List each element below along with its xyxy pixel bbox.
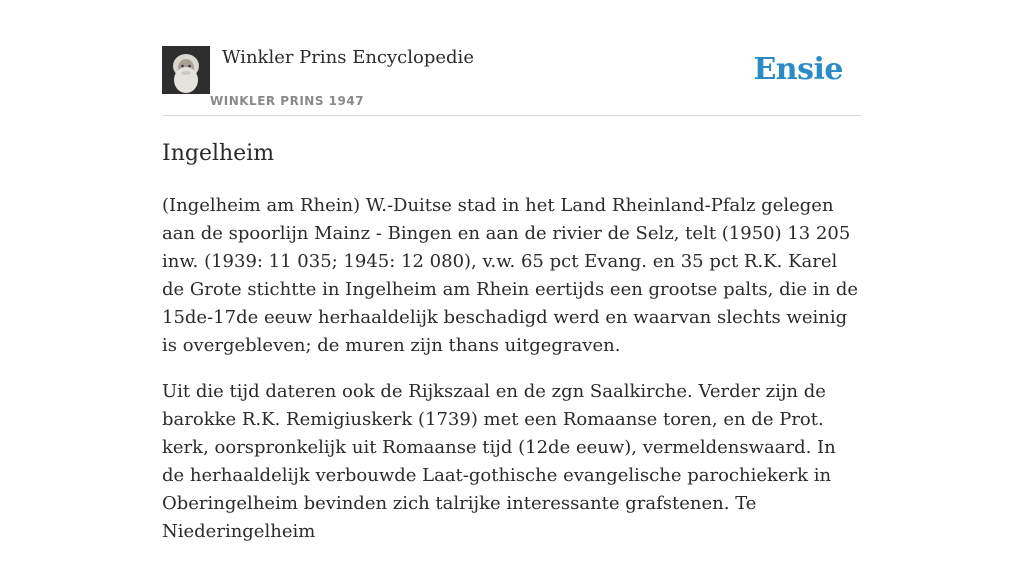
site-header [162,46,862,116]
portrait-avatar-icon[interactable] [162,46,210,94]
article-title: Ingelheim [162,141,275,166]
brand-logo-link[interactable]: Ensie [753,52,843,87]
article-body [162,192,862,564]
article-paragraph: Uit die tijd dateren ook de Rijkszaal en de zgn Saalkirche. Verder zijn de barokke R.K. Remigiuskerk (1739) met een Romaanse toren, en de Prot. kerk, oorspronkelijk uit Romaanse tijd (12de eeuw), vermeldenswaard. In de herhaaldelijk verbouwde Laat-gothische evangelische parochiekerk in Oberingelheim bevinden zich talrijke interessante grafstenen. Te Niederingelheim [162,381,836,542]
publication-title[interactable]: Winkler Prins Encyclopedie [222,47,474,68]
article-paragraph: (Ingelheim am Rhein) W.-Duitse stad in het Land Rheinland-Pfalz gelegen aan de spoorlijn Mainz - Bingen en aan de rivier de Selz, telt (1950) 13 205 inw. (1939: 11 035; 1945: 12 080), v.w. 65 pct Evang. en 35 pct R.K. Karel de Grote stichtte in Ingelheim am Rhein eertijds een grootse palts, die in de 15de-17de eeuw herhaaldelijk beschadigd werd en waarvan slechts weinig is overgebleven; de muren zijn thans uitgegraven. [162,195,859,356]
publication-subtitle[interactable]: WINKLER PRINS 1947 [210,94,365,108]
